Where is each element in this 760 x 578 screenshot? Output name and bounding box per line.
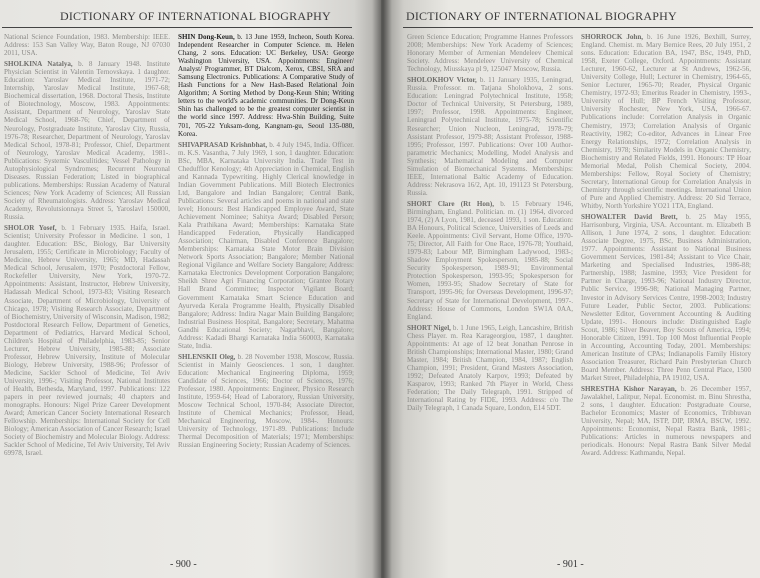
entry-headword: SHORT Nigel,: [407, 323, 451, 332]
right-page: [381, 0, 760, 578]
entry: [4, 60, 170, 221]
entry-headword: SHOLOR Yosef,: [4, 224, 57, 233]
running-header-right: DICTIONARY OF INTERNATIONAL BIOGRAPHY: [406, 9, 677, 23]
entry: [407, 324, 573, 413]
entry-text: National Science Foundation, 1983. Membership: IEEE. Address: 153 San Valley Way, Baton Rouge, NJ 07030 2011, USA.: [4, 33, 170, 58]
entry-text: b. 1 February 1935. Haifa, Israel. Scientist; University Professor in Medicine. 1 son, 1 daughter. Education: BSc, Biology, Bar University Jerusalem, 1955; Certificate in Microbiology; Faculty of Medicine, Hebrew University, 1965; MD, Hadassah Medical School, Jerusalem, 1970; Postdoctoral Fellow, Rockefeller University, New York, 1970-72. Appointments: Assistant, Instructor, Hebrew University, Hadassah Medical School, 1973-83; Visiting Research Associate, Department of Microbiology, University of Chicago, 1978; Visiting Research Associate, Department of Biochemistry, University of Wisconsin, Madison, 1982; Postdoctoral Research Fellow, Department of Genetics, Department of Pediatrics, Harvard Medical School, Children's Hospital of Philadelphia, 1983-85; Senior Lecturer, Hebrew University, 1985-88; Associate Professor, Hebrew University, Institute of Molecular Biology, Hebrew University, 1988-96; Professor of Medicine, Sackler School of Medicine, Tel Aviv University, 1996-; Visiting Professor, National Institutes of Health, Bethesda, Maryland, 1997. Publications: 122 papers in peer reviewed journals; 40 chapters and monographs. Honours: Nigel Prize Career Development Award; American Cancer Society International Research Fellowship. Memberships: International Society for Cell Biology; American Association of Cancer Research; Israel Society of Biochemistry and Molecular Biology. Address: Sackler School of Medicine, Tel Aviv University, Tel Aviv 69978, Israel.: [4, 224, 170, 458]
entry-text: b. 28 November 1938, Moscow, Russia. Scientist in Mainly Geosciences. 1 son, 1 daughter. Education: Mechanical Engineering Diploma, 1959; Candidate of Sciences, 1966; Doctor of Sciences, 1976; Professor, 1980. Appointments: Engineer, Physico Research Institute, 1959-64; Head of Laboratory, Russian University, Moscow Technical School, 1970-84; Associate Director, Institute of Chemical Mechanics; Professor, Head, Mechanical Engineering, Moscow, 1984-. Honours: University of Technology, 1971-89. Publications: Include Thermal Decomposition of Materials; 1971; Memberships: Russian Engineering Society; Russian Academy of Sciences.: [178, 352, 354, 450]
entry-text: Green Science Education; Programme Hannes Professors 2008; Memberships: New York Academy of Sciences; Honorary Member of Armenian Mendeleev Chemical Society. Address: Mendeleev University of Chemical Technology, Miusskaya pl 9, 125047 Moscow, Russia.: [407, 33, 573, 74]
header-rule-left: [2, 27, 352, 28]
entry: [581, 385, 751, 457]
page-number-right: - 901 -: [557, 559, 584, 570]
entry: [4, 224, 170, 457]
page-number-left: - 900 -: [170, 559, 197, 570]
header-rule-right: [403, 27, 753, 28]
entry-text: b. 1 June 1965, Leigh, Lancashire, British Chess Player. m. Rea Karageorgiou, 1987, 1 daughter. Appointments: At age of 12 beat Jonathan Penrose in British Championships; International Master, 1980; Grand Master, 1984; British Champion, 1984, 1987; English Champion, 1991; President, Grand Masters Association, 1992; Defeated Anatoly Karpov, 1993; Defeated by Kasparov, 1993; Ranked 7th Player in World, Chess Federation; The Daily Telegraph, 1991. Stripped of International Rating by FIDE, 1993. Address: c/o The Daily Telegraph, 1 Canada Square, London, E14 5DT.: [407, 323, 573, 413]
entry: [178, 141, 354, 350]
entry-headword: SHIN Dong-Keun,: [178, 33, 235, 41]
left-page-column-2: [178, 33, 354, 553]
entry-headword: SHLENSKII Oleg,: [178, 352, 236, 361]
right-page-column-1: [407, 33, 573, 553]
entry: [178, 33, 354, 138]
entry-headword: SHRESTHA Kishor Narayan,: [581, 385, 677, 394]
running-header-left: DICTIONARY OF INTERNATIONAL BIOGRAPHY: [60, 9, 331, 23]
entry-text: b. 4 July 1945, India. Officer. m. K.S. Vasantha, 7 July 1969, 1 son, 1 daughter. Education: BSc, MBA, Karnataka University India. Trade Test in Chedufflor Kenology; 4th Appreciation in Chemical, English and Kannada Typewriting. Highly Clerical knowledge in Indian Government Publications. Mill Biotech Electronics Ltd, Bangalore and Indian Bangalore; Central Bank, Publications: Several articles and poems in national and state level; Honours: Best Handicapped Employee Award, State Achievement Nominee; Sahitya Award; Disabled Person; Kala Prathikana Award; Memberships: Karnataka State Handicapped Federation, Physically Handicapped Association; Chairman, Disabled Conference Bangalore; Memberships: Karnataka State Motor Brain Division Network Sports Association; Bangalore; Member National Regional Vigilance and Welfare Society Bangalore; Address: Karnataka Electronics Development Corporation Bangalore; Sheikh Shree Agri Financing Corporation; Grantee Rotary Hall Brand Committee; Inspector Vigilant Board; Government Karnataka Smart Science Education and Ayurveda Kerala Programme Health, Physically Disabled Bangalore; Address: Indira Nagar Main Building Bangalore; Industrial Business Hospital, Bangalore; Secretary, Mahatma Gandhi Educational Society; Nagarbhavi, Bangalore; Address: Kadadi Bhargi Karnataka India 560003, Karnataka State, India.: [178, 140, 354, 350]
entry-text: b. 8 January 1948. Institute Physician Scientist in Valentin Ternovskaya. 1 daughter. Education: Yaroslav Medical Institute, 1971-72; Internship, Yaroslav Medical Institute, 1967-68; Biochemical dissertation, 1968. Doctoral Thesis, Institute of Biotechnology, Moscow, 1983. Appointments: Assistant, Department of Neurology, Yaroslav State Medical School, 1968-76; Chief, Department of Neurology, Postgraduate Institute, Yaroslav City, Russia, 1976-78; Researcher, Department of Neurology, Yaroslav Medical School, 1978-81; Professor, Chief, Department of Neurology, Yaroslav Medical Academy, 1981-. Publications: Systemic Vasculitides; Vessel Pathology in Autophysiological Syndromes; Recurrent Neuronal Diseases. Russian Federation; Listed in biographical publications. Memberships: Russian Academy of Natural Sciences; New York Academy of Sciences; All Russian Society of Rheumatologists. Address: Yaroslav Medical Academy, Revolutsionnaya Street 5, Yaroslavl 150000, Russia.: [4, 60, 170, 222]
entry: [407, 200, 573, 321]
entry: [4, 33, 170, 57]
entry-headword: SHOWALTER David Brett,: [581, 213, 678, 222]
entry-text: b. 26 December 1957, Jawalakhel, Lalitpur, Nepal. Economist. m. Binu Shrestha, 2 sons, 1 daughter. Education: Postgraduate Course, Bachelor Economics; Master of Economics, Tribhuvan University, Nepal; MA, ISTP, DIP, IRMA, BSCW, 1992. Appointments: Economist, Nepal Rastra Bank, 1981-; Publications: Articles in numerous newspapers and periodicals. Honours: Nepal Rastra Bank Silver Medal Award. Address: Kathmandu, Nepal.: [581, 385, 751, 458]
entry-headword: SHORROCK John,: [581, 33, 644, 41]
entry-headword: SHORT Clare (Rt Hon),: [407, 199, 494, 208]
entry-text: b. 16 June 1926, Bexhill, Surrey, England. Chemist. m. Mary Bernice Rees, 20 July 1951, 2 sons. Education: Education BA, 1947, BSc, 1949, PhD, 1958, Exeter College, Oxford. Appointments: Assistant Lecturer, 1960-62, Lecturer at St Andrews, 1962-56, University College, Hull; Lecturer in Chemistry, 1964-65, Senior Lecturer, 1965-70; Reader, Physical Organic Chemistry, 1972-93; Emeritus Reader in Chemistry, 1993-, University of Hull; BP French Visiting Professor, University Rochester, New York, USA, 1966-67. Publications include: Correlation Analysis in Organic Chemistry, 1973; Correlation Analysis of Organic Reactivity, 1982; Co-editor, Advances in Linear Free Energy Relationships, 1972; Correlation Analysis in Chemistry, 1978; Similarity Models in Organic Chemistry, Biochemistry and Related Fields, 1991. Honours: TP Hoar Memorial Medal, Polish Chemical Society, 2004. Memberships: Fellow, Royal Society of Chemistry; Secretary, International Group for Correlation Analysis in Chemistry through scientific meetings. International Union of Pure and Applied Chemistry. Address: 20 Sid Terrace, Whitby, North Yorkshire YO21 1TA, England.: [581, 33, 751, 210]
entry: [178, 353, 354, 450]
entry-text: b. 15 February 1946, Birmingham, England. Politician. m. (1) 1964, divorced 1974, (2) A Lyon, 1981, deceased 1993, 1 son. Education: BA Honours, Political Science, Universities of Leeds and Keele. Appointments: Civil Servant, Home Office, 1970-75; Director, All Faith for One Race, 1976-78; Youthaid, 1979-83; Labour MP, Birmingham Ladywood, 1983-; Shadow Employment Spokesperson, 1985-88; Social Security Spokesperson, 1989-91; Environmental Protection Spokesperson, 1993-95; Spokesperson for Women, 1993-95; Shadow Secretary of State for Transport, 1995-96; for Overseas Development, 1996-97; Secretary of State for International Development, 1997-. Address: House of Commons, London SW1A 0AA, England.: [407, 199, 573, 321]
entry-headword: SHIVAPRASAD Krishnbhat,: [178, 140, 268, 149]
entry-text: b. 11 January 1935, Leningrad, Russia. Professor. m. Tatjana Sholokhova, 2 sons. Education: Leningrad Polytechnical Institute, 1958; Doctor of Technical University, St Petersburg, 1989, 1997; Professor, 1998. Appointments: Engineer, Leningrad Polytechnical Institute, 1975-78; Scientific Researcher; Union Nucleon, Leningrad, 1978-79; Assistant Professor, 1979-88; Assistant Professor, 1988-1995; Professor, 1997. Publications: Over 100 Author-parametric Mechanics; Modelling, Model Analysis and Synthesis; Mathematical Modeling and Computer Simulation of Biomechanical Systems. Memberships: IEEE, International Baltic Academy of Education. Address: Nekrasova 16/2, Apt. 10, 191123 St Petersburg, Russia.: [407, 76, 573, 197]
entry: [407, 76, 573, 197]
entry-headword: SHOLOKHOV Victor,: [407, 76, 477, 85]
left-page-column-1: [4, 33, 170, 553]
entry-text: b. 25 May 1955, Harrisonburg, Virginia, USA. Accountant. m. Elizabeth B Allison, 1 June 1974, 2 sons, 1 daughter. Education: Associate Degree, 1975, BSc, Business Administration, 1977. Appointments: Assistant to National Business Government Services, 1981-84; Assistant to Vice Chair, Marketing and Specialised Industries, 1986-88; Partnership, 1988; Jasmine, 1993; Vice President for Partner in Charge, 1993-96; National Industry Director, Public Service, 1996-98; National Managing Partner, Investor in Advisory Services Centre, 1998-2003; Industry Future Leader, Public Sector, 2003. Publications: Newsletter Editor, Government Accounting & Auditing Update, 1991-. Honours include: Distinguished Eagle Scout, 1986; Silver Beaver, Boy Scouts of America, 1994; Honorable Citizen, 1991. Top 100 Most Influential People in Accounting, Accounting Today, 2001. Memberships: American Institute of CPAs; Indianapolis Family History Association Treasurer, Richard Pain Presbyterian Church Board Member. Address: Three Penn Central Place, 1500 Market Street, Philadelphia, PA 19102, USA.: [581, 213, 751, 382]
entry: [407, 33, 573, 73]
right-page-column-2: [581, 33, 751, 553]
entry: [581, 33, 751, 210]
entry-headword: SHOLKINA Natalya,: [4, 60, 73, 69]
book-gutter-shadow: [372, 0, 392, 578]
entry-text: b. 13 June 1959, Incheon, South Korea. Independent Researcher in Computer Science. m. Helen Chang, 2 sons. Education: UC Berkeley, USA: George Washington University, USA. Appointments: Engineer/ Analyst/ Programmer, BT Dialcom, Xerox, CBSI, SRA and Samsung Electronics. Publications: A Comparative Study of Hash Functions for a New Hash-Based Relational Join Algorithm; A Sorting Method by Dong-Keun Shin; Writing letters to the world's academic communities. Dr Dong-Keun Shin has challenged to be the greatest computer scientist in the world since 1997. Address: Hwa-Shin Building, Suite 701, 705-22 Yuksam-dong, Kangnam-gu, Seoul 135-080, Korea.: [178, 33, 354, 138]
entry: [581, 213, 751, 382]
